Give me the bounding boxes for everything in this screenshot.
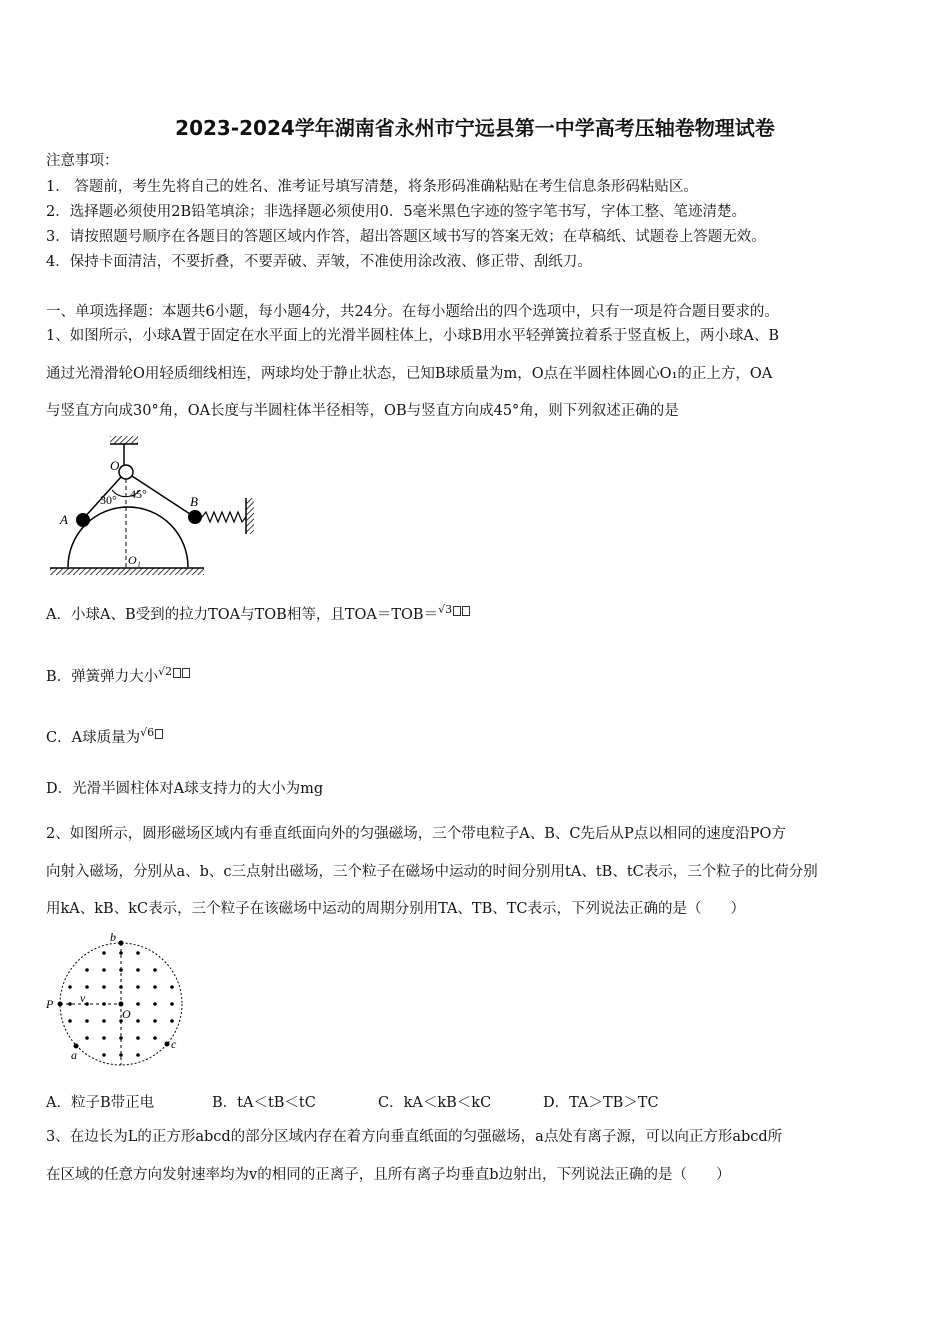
- point-b: [119, 941, 124, 946]
- spring: [202, 512, 246, 522]
- field-dot: [136, 1053, 140, 1057]
- field-dot: [68, 985, 72, 989]
- field-dot: [85, 1036, 89, 1040]
- q1-figure: [46, 432, 266, 582]
- point-O: [119, 1002, 124, 1007]
- field-dot: [102, 968, 106, 972]
- q1-line-3: 与竖直方向成30°角，OA长度与半圆柱体半径相等，OB与竖直方向成45°角，则下列叙述正确的是: [46, 403, 679, 419]
- field-dot: [119, 968, 123, 972]
- field-dot: [136, 985, 140, 989]
- ball-A: [76, 513, 90, 527]
- ground-hatch: [50, 568, 204, 575]
- field-dot: [170, 1002, 174, 1006]
- label-a: a: [71, 1048, 77, 1062]
- q2-line-2: 向射入磁场，分别从a、b、c三点射出磁场，三个粒子在磁场中运动的时间分别用tA、tB、tC表示，三个粒子的比荷分别: [46, 864, 818, 880]
- q2-figure: [44, 928, 194, 1068]
- field-dot: [102, 985, 106, 989]
- label-45deg: 45°: [130, 487, 147, 501]
- field-dot: [136, 1036, 140, 1040]
- field-dot: [85, 968, 89, 972]
- field-dot: [102, 1053, 106, 1057]
- ball-B: [188, 510, 202, 524]
- field-dot: [102, 1002, 106, 1006]
- field-dot: [170, 1019, 174, 1023]
- label-30deg: 30°: [100, 493, 117, 507]
- field-dot: [119, 985, 123, 989]
- field-dot: [136, 951, 140, 955]
- q2-option-C: C．kA＜kB＜kC: [378, 1095, 492, 1111]
- field-dot: [85, 1002, 89, 1006]
- label-O: O: [110, 458, 120, 473]
- q1-line-2: 通过光滑滑轮O用轻质细线相连，两球均处于静止状态，已知B球质量为m，O点在半圆柱体圆心O₁的正上方，OA: [46, 366, 773, 382]
- field-dot: [136, 1002, 140, 1006]
- field-dot: [85, 1019, 89, 1023]
- notice-item-1: 1． 答题前，考生先将自己的姓名、准考证号填写清楚，将条形码准确粘贴在考生信息条形码粘贴区。: [46, 179, 698, 195]
- q3-line-2: 在区域的任意方向发射速率均为v的相同的正离子，且所有离子均垂直b边射出，下列说法正确的是（ ）: [46, 1167, 731, 1183]
- section-heading: 一、单项选择题：本题共6小题，每小题4分，共24分。在每小题给出的四个选项中，只有一项是符合题目要求的。: [46, 304, 779, 320]
- label-O: O: [122, 1007, 131, 1021]
- field-dot: [102, 1036, 106, 1040]
- field-dot: [85, 985, 89, 989]
- field-dot: [119, 1036, 123, 1040]
- q1-option-D: D．光滑半圆柱体对A球支持力的大小为mg: [46, 781, 324, 797]
- field-dot: [68, 1019, 72, 1023]
- q1-option-B: B．弹簧弹力大小$^{√2}$: [46, 662, 190, 687]
- q2-option-A: A．粒子B带正电: [46, 1095, 155, 1111]
- field-dot: [119, 1053, 123, 1057]
- field-dot: [153, 1019, 157, 1023]
- q1-line-1: 1、如图所示，小球A置于固定在水平面上的光滑半圆柱体上，小球B用水平轻弹簧拉着系于竖直板上，两小球A、B: [46, 328, 779, 344]
- q2-option-B: B．tA＜tB＜tC: [212, 1095, 316, 1111]
- point-c: [165, 1042, 170, 1047]
- field-dot: [153, 1036, 157, 1040]
- pulley: [119, 465, 133, 479]
- field-dot: [119, 951, 123, 955]
- field-dot: [102, 1019, 106, 1023]
- q1-option-C: C．A球质量为$^{√6}$: [46, 723, 163, 748]
- field-dot: [136, 968, 140, 972]
- wall-hatch: [246, 498, 254, 534]
- q2-line-1: 2、如图所示，圆形磁场区域内有垂直纸面向外的匀强磁场，三个带电粒子A、B、C先后从P点以相同的速度沿PO方: [46, 826, 786, 842]
- notice-item-2: 2．选择题必须使用2B铅笔填涂；非选择题必须使用0．5毫米黑色字迹的签字笔书写，字体工整、笔迹清楚。: [46, 204, 747, 220]
- page-title: 2023-2024学年湖南省永州市宁远县第一中学高考压轴卷物理试卷: [175, 116, 775, 140]
- label-c: c: [171, 1037, 177, 1051]
- label-b: b: [110, 930, 116, 944]
- notice-heading: 注意事项：: [46, 153, 119, 169]
- field-dot: [153, 1002, 157, 1006]
- notice-item-4: 4．保持卡面清洁，不要折叠，不要弄破、弄皱，不准使用涂改液、修正带、刮纸刀。: [46, 254, 592, 270]
- label-O1: O₁: [128, 553, 141, 567]
- q1-option-A: A．小球A、B受到的拉力TOA与TOB相等，且TOA＝TOB＝$^{√3}$: [46, 600, 470, 625]
- point-P: [58, 1002, 63, 1007]
- q2-option-D: D．TA＞TB＞TC: [543, 1095, 659, 1111]
- field-dot: [136, 1019, 140, 1023]
- field-dot: [102, 951, 106, 955]
- label-v: v: [80, 991, 86, 1005]
- ceiling-hatch: [110, 436, 138, 444]
- field-dot: [68, 1002, 72, 1006]
- field-dot: [170, 985, 174, 989]
- q3-line-1: 3、在边长为L的正方形abcd的部分区域内存在着方向垂直纸面的匀强磁场，a点处有离子源，可以向正方形abcd所: [46, 1129, 783, 1145]
- label-A: A: [60, 512, 68, 527]
- label-P: P: [46, 997, 54, 1011]
- notice-item-3: 3．请按照题号顺序在各题目的答题区域内作答，超出答题区域书写的答案无效；在草稿纸、试题卷上答题无效。: [46, 229, 766, 245]
- field-dot: [153, 985, 157, 989]
- label-B: B: [190, 494, 198, 509]
- q2-line-3: 用kA、kB、kC表示，三个粒子在该磁场中运动的周期分别用TA、TB、TC表示，下列说法正确的是（ ）: [46, 901, 746, 917]
- field-dot: [153, 968, 157, 972]
